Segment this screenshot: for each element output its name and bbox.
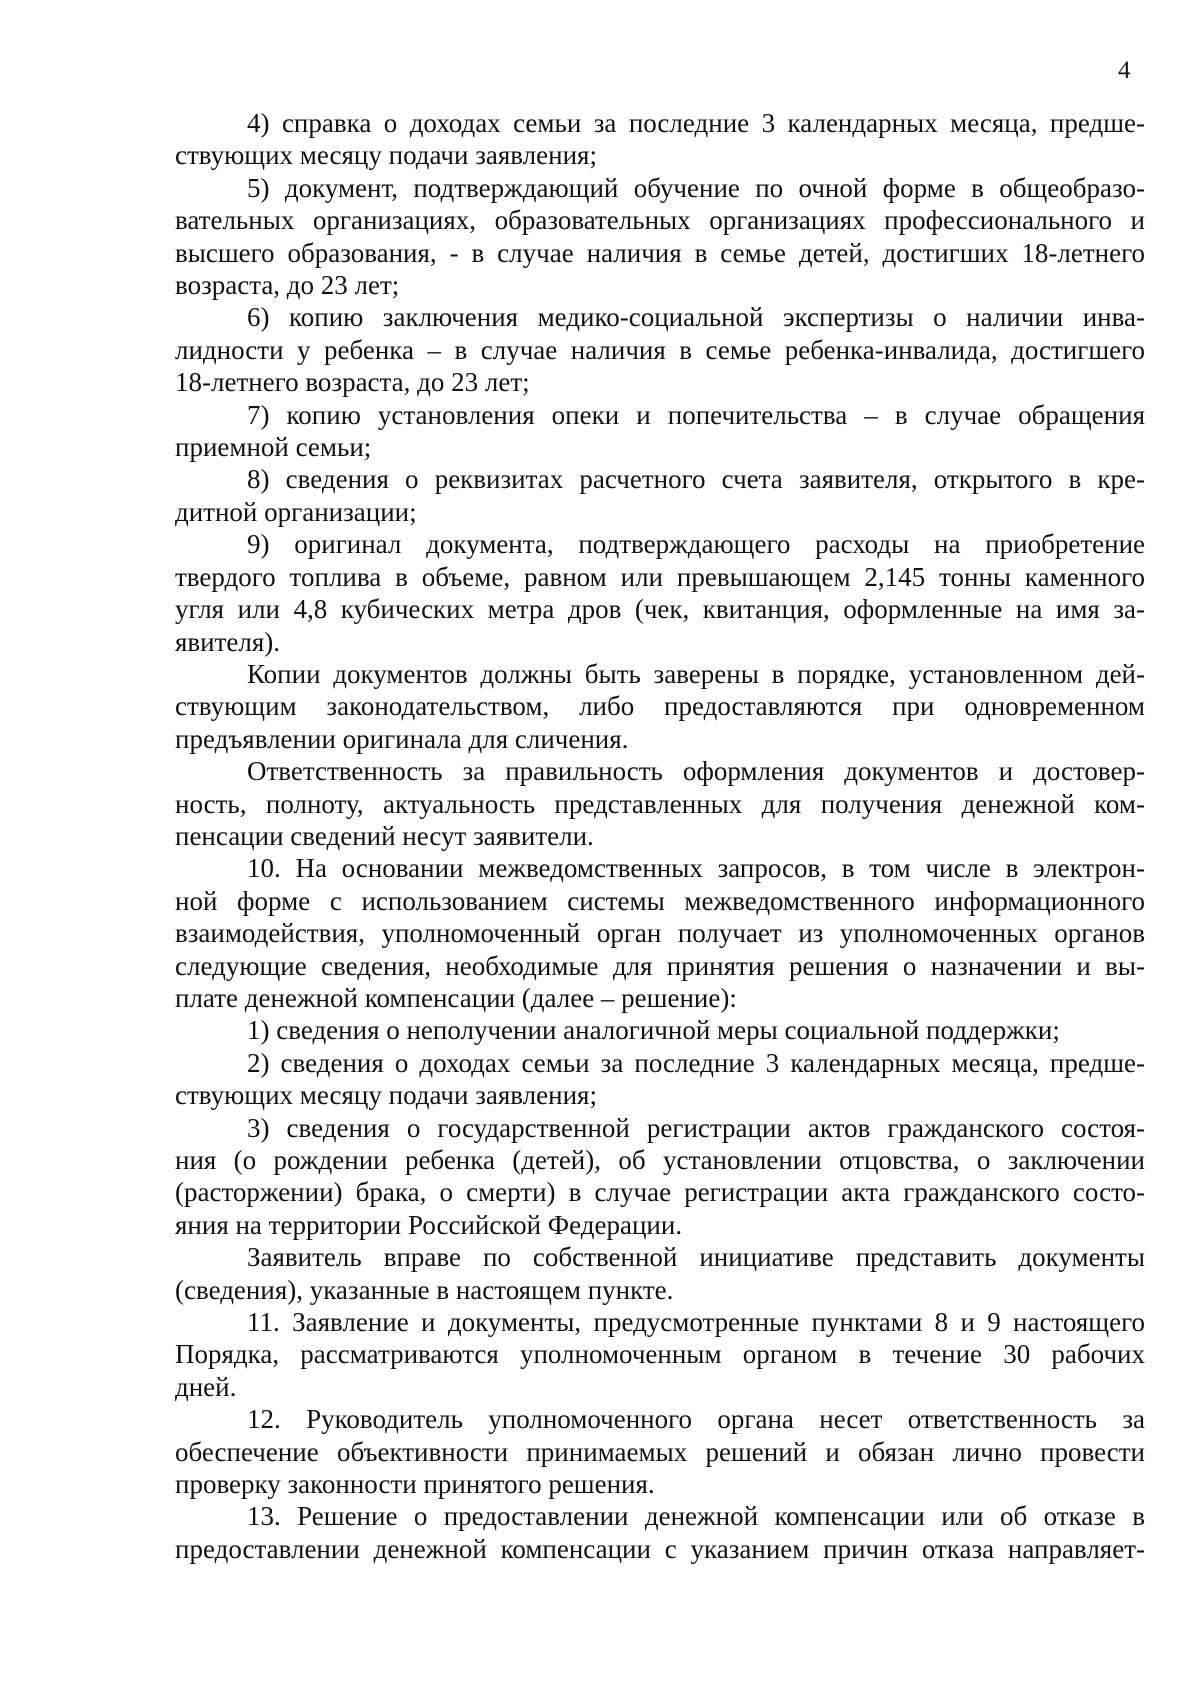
paragraph	[175, 1403, 1145, 1500]
text-line: ной форме с использованием системы межведомственного информационного	[175, 885, 1145, 916]
text-line: пенсации сведений несут заявители.	[175, 820, 594, 851]
paragraph	[175, 301, 1145, 398]
document-body	[175, 107, 1145, 1565]
text-line: 7) копию установления опеки и попечительства – в случае обращения	[247, 399, 1145, 430]
text-line: плате денежной компенсации (далее – решение):	[175, 982, 737, 1013]
paragraph	[175, 852, 1145, 1014]
text-line: ствующих месяцу подачи заявления;	[175, 1080, 597, 1111]
text-line: лидности у ребенка – в случае наличия в семье ребенка-инвалида, достигшего	[175, 334, 1145, 365]
text-line: 9) оригинал документа, подтверждающего расходы на приобретение	[247, 529, 1145, 560]
text-line: 2) сведения о доходах семьи за последние 3 календарных месяца, предше-	[247, 1047, 1145, 1078]
text-line: следующие сведения, необходимые для принятия решения о назначении и вы-	[175, 950, 1145, 981]
text-line: 13. Решение о предоставлении денежной компенсации или об отказе в	[247, 1501, 1145, 1532]
text-line: ность, полноту, актуальность представленных для получения денежной ком-	[175, 788, 1145, 819]
text-line: обеспечение объективности принимаемых решений и обязан лично провести	[175, 1436, 1145, 1467]
text-line: яния на территории Российской Федерации.	[175, 1209, 683, 1240]
text-line: Копии документов должны быть заверены в порядке, установленном дей-	[247, 658, 1145, 689]
text-line: ствующим законодательством, либо предоставляются при одновременном	[175, 691, 1145, 722]
text-line: твердого топлива в объеме, равном или превышающем 2,145 тонны каменного	[175, 561, 1145, 592]
text-line: (расторжении) брака, о смерти) в случае регистрации акта гражданского состо-	[175, 1177, 1145, 1208]
text-line: 10. На основании межведомственных запросов, в том числе в электрон-	[247, 853, 1145, 884]
paragraph	[175, 1047, 1145, 1112]
text-line: 11. Заявление и документы, предусмотренные пунктами 8 и 9 настоящего	[247, 1307, 1145, 1338]
text-line: 6) копию заключения медико-социальной экспертизы о наличии инва-	[247, 302, 1145, 333]
paragraph	[175, 755, 1145, 852]
text-line: предъявлении оригинала для сличения.	[175, 723, 629, 754]
text-line: ния (о рождении ребенка (детей), об установлении отцовства, о заключении	[175, 1145, 1145, 1175]
text-line: вательных организациях, образовательных организациях профессионального и	[175, 205, 1145, 236]
text-line: 1) сведения о неполучении аналогичной меры социальной поддержки;	[247, 1015, 1060, 1046]
text-line: проверку законности принятого решения.	[175, 1469, 655, 1500]
text-line: угля или 4,8 кубических метра дров (чек, квитанция, оформленные на имя за-	[175, 594, 1145, 625]
text-line: Ответственность за правильность оформления документов и достовер-	[247, 756, 1145, 787]
text-line: (сведения), указанные в настоящем пункте.	[175, 1274, 674, 1305]
paragraph	[175, 172, 1145, 302]
text-line: ствующих месяцу подачи заявления;	[175, 140, 597, 171]
text-line: Порядка, рассматриваются уполномоченным органом в течение 30 рабочих	[175, 1339, 1145, 1370]
text-line: 4) справка о доходах семьи за последние 3 календарных месяца, предше-	[247, 108, 1145, 138]
paragraph	[175, 1500, 1145, 1565]
text-line: 5) документ, подтверждающий обучение по очной форме в общеобразо-	[247, 172, 1145, 203]
text-line: высшего образования, - в случае наличия в семье детей, достигших 18-летнего	[175, 237, 1145, 268]
paragraph	[175, 1241, 1145, 1306]
text-line: явителя).	[175, 626, 281, 657]
paragraph	[175, 1306, 1145, 1403]
paragraph	[175, 658, 1145, 755]
paragraph	[175, 399, 1145, 464]
text-line: Заявитель вправе по собственной инициативе представить документы	[247, 1242, 1145, 1273]
paragraph	[175, 528, 1145, 658]
text-line: дитной организации;	[175, 496, 417, 527]
text-line: 8) сведения о реквизитах расчетного счета заявителя, открытого в кре-	[247, 464, 1145, 495]
text-line: 18-летнего возраста, до 23 лет;	[175, 367, 530, 398]
paragraph	[175, 107, 1145, 172]
text-line: 3) сведения о государственной регистрации актов гражданского состоя-	[247, 1112, 1145, 1143]
text-line: взаимодействия, уполномоченный орган получает из уполномоченных органов	[175, 918, 1145, 949]
paragraph	[175, 463, 1145, 528]
text-line: возраста, до 23 лет;	[175, 270, 400, 301]
text-line: 12. Руководитель уполномоченного органа несет ответственность за	[247, 1404, 1145, 1435]
text-line: дней.	[175, 1371, 237, 1402]
paragraph	[175, 1014, 1145, 1046]
page-number: 4	[1118, 57, 1131, 84]
text-line: предоставлении денежной компенсации с указанием причин отказа направляет-	[175, 1533, 1145, 1564]
paragraph	[175, 1112, 1145, 1242]
text-line: приемной семьи;	[175, 432, 372, 463]
